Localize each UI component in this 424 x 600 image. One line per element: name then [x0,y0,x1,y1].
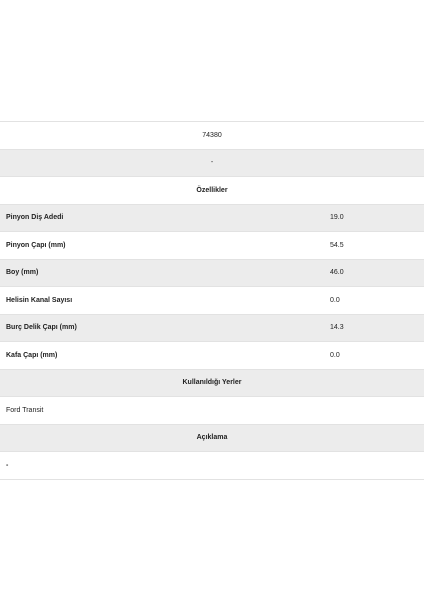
features-heading: Özellikler [196,186,228,194]
features-heading-row [0,177,424,205]
product-code: 74380 [202,131,222,139]
spec-label: Kafa Çapı (mm) [6,351,58,359]
product-subtitle: - [210,159,214,167]
usage-value: Ford Transit [6,406,44,414]
spec-value: 46.0 [330,269,344,277]
spec-row [0,315,424,343]
description-heading: Açıklama [196,434,228,442]
spec-value: 54.5 [330,241,344,249]
spec-row [0,287,424,315]
description-row [0,452,424,480]
spec-row [0,205,424,233]
spec-value: 19.0 [330,214,344,222]
spec-row [0,260,424,288]
description-value: - [6,461,9,469]
spec-value: 0.0 [330,351,340,359]
usage-heading-row [0,370,424,398]
spec-label: Helisin Kanal Sayısı [6,296,73,304]
product-code-row [0,122,424,150]
product-subtitle-row [0,150,424,178]
spec-table [0,121,424,480]
spec-label: Pinyon Çapı (mm) [6,241,66,249]
spec-row [0,342,424,370]
spec-label: Boy (mm) [6,269,39,277]
spec-row [0,232,424,260]
spec-label: Burç Delik Çapı (mm) [6,324,77,332]
usage-row [0,397,424,425]
description-heading-row [0,425,424,453]
spec-value: 0.0 [330,296,340,304]
spec-label: Pinyon Diş Adedi [6,214,64,222]
usage-heading: Kullanıldığı Yerler [182,379,242,387]
spec-value: 14.3 [330,324,344,332]
